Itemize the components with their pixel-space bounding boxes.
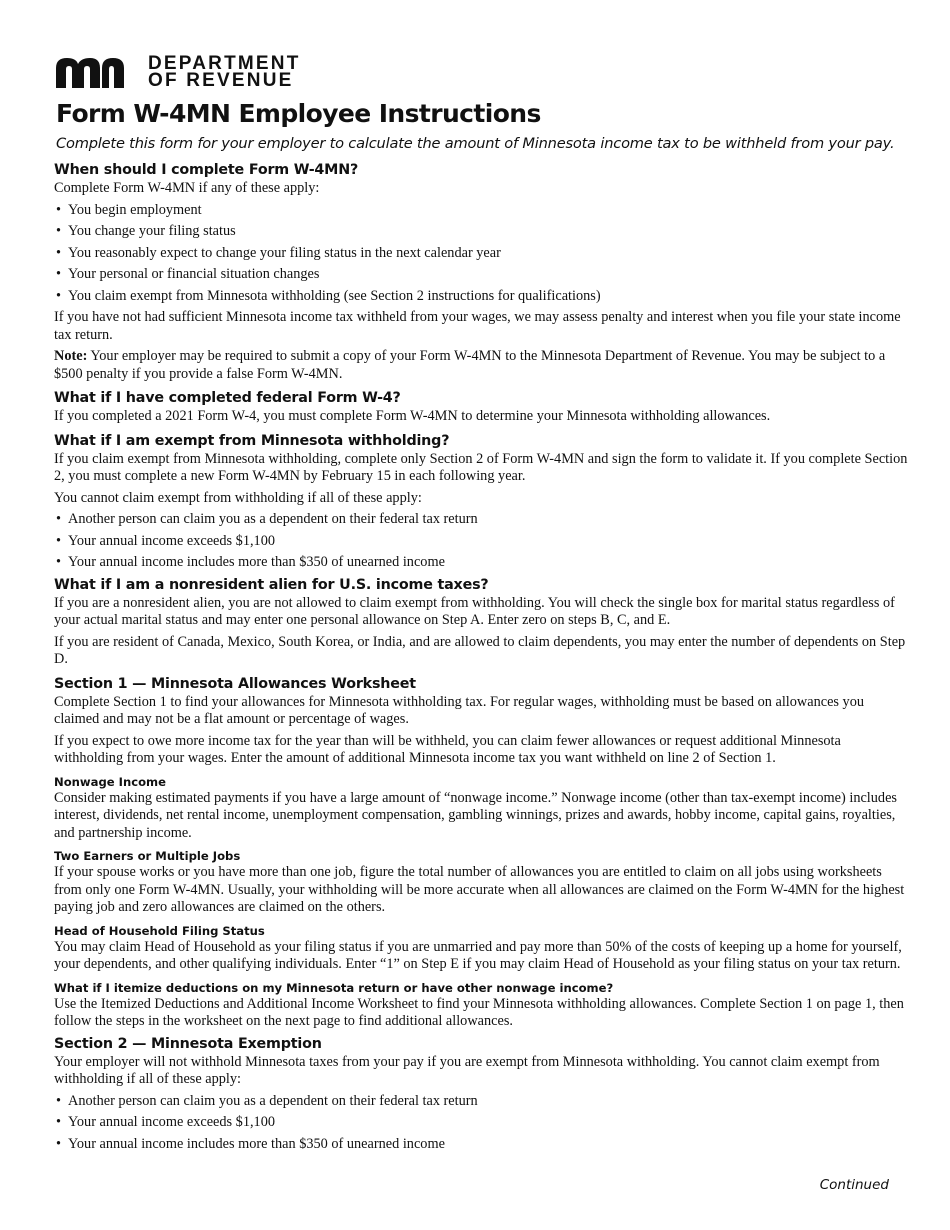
logo-line-1: DEPARTMENT (148, 53, 301, 74)
exempt-paragraph-2: You cannot claim exempt from withholding if all of these apply: (54, 489, 422, 506)
list-item: • You change your filing status (54, 223, 910, 241)
nonwage-heading: Nonwage Income (54, 774, 167, 789)
when-paragraph: If you have not had sufficient Minnesota income tax withheld from your wages, we may assess penalty and interest when you file your state income tax return. (54, 309, 901, 343)
page-title: Form W-4MN Employee Instructions (56, 99, 541, 128)
federal-paragraph: If you completed a 2021 Form W-4, you must complete Form W-4MN to determine your Minnesota withholding allowances. (54, 408, 771, 424)
exempt-heading: What if I am exempt from Minnesota withholding? (54, 432, 450, 449)
when-heading: When should I complete Form W-4MN? (54, 162, 359, 178)
nonresident-heading: What if I am a nonresident alien for U.S. income taxes? (54, 576, 489, 593)
list-item: • Another person can claim you as a dependent on their federal tax return (54, 1093, 910, 1111)
list-item: • You claim exempt from Minnesota withholding (see Section 2 instructions for qualifications) (54, 288, 910, 306)
list-item: • You reasonably expect to change your filing status in the next calendar year (54, 245, 910, 263)
page-subtitle: Complete this form for your employer to calculate the amount of Minnesota income tax to be withheld from your pay. (56, 135, 895, 152)
section1-paragraph-1: Complete Section 1 to find your allowances for Minnesota withholding tax. For regular wages, withholding must be based on allowances you claimed and may not be a flat amount or percentage of wages. (54, 693, 865, 727)
nonresident-paragraph-2: If you are resident of Canada, Mexico, South Korea, or India, and are allowed to claim dependents, you may enter the number of dependents on Step D. (54, 633, 906, 667)
list-item: • Your annual income exceeds $1,100 (54, 533, 910, 551)
list-item: • Another person can claim you as a dependent on their federal tax return (54, 511, 910, 529)
list-item: • Your annual income exceeds $1,100 (54, 1114, 910, 1132)
when-intro: Complete Form W-4MN if any of these apply: (54, 180, 320, 196)
list-item: • Your annual income includes more than $350 of unearned income (54, 554, 910, 572)
nonresident-paragraph-1: If you are a nonresident alien, you are not allowed to claim exempt from withholding. You will check the single box for marital status regardless of your actual marital status and may enter one personal allowance on Step A. Enter zero on steps B, C, and E. (54, 594, 895, 628)
mn-logo-icon (54, 56, 134, 88)
itemize-paragraph: Use the Itemized Deductions and Additional Income Worksheet to find your Minnesota withholding allowances. Complete Section 1 on page 1, then follow the steps in the worksheet on the next page to find additional allowances. (54, 995, 904, 1029)
note-text: Your employer may be required to submit a copy of your Form W-4MN to the Minnesota Department of Revenue. You may be subject to a $500 penalty if you provide a false Form W-4MN. (54, 348, 886, 382)
list-item: • You begin employment (54, 202, 910, 220)
two-earners-heading: Two Earners or Multiple Jobs (54, 849, 241, 863)
head-of-household-heading: Head of Household Filing Status (54, 923, 265, 938)
section2-heading: Section 2 — Minnesota Exemption (54, 1035, 322, 1052)
when-list (54, 202, 910, 306)
section2-paragraph: Your employer will not withhold Minnesota taxes from your pay if you are exempt from Minnesota withholding. You cannot claim exempt from withholding if all of these apply: (54, 1053, 880, 1087)
nonwage-paragraph: Consider making estimated payments if you have a large amount of “nonwage income.” Nonwage income (other than tax-exempt income) includes interest, dividends, net rental income, unemployment compensation, gambling winnings, prizes and awards, hobby income, capital gains, royalties, and partnership income. (54, 789, 897, 841)
two-earners-paragraph: If your spouse works or you have more than one job, figure the total number of allowances you are entitled to claim on all jobs using worksheets from only one Form W-4MN. Usually, your withholding will be more accurate when all allowances are claimed on the Form W-4MN for the highest paying job and zero allowances are claimed on the others. (54, 864, 905, 915)
continued-label: Continued (819, 1177, 889, 1193)
head-of-household-paragraph: You may claim Head of Household as your filing status if you are unmarried and pay more than 50% of the costs of keeping up a home for yourself, your dependents, and other qualifying individuals. Enter “1” on Step E if you may claim Head of Household as your filing status on your tax return. (54, 938, 902, 972)
itemize-heading: What if I itemize deductions on my Minnesota return or have other nonwage income? (54, 980, 614, 995)
logo-text (148, 55, 301, 89)
note-label: Note: (54, 348, 88, 364)
department-logo (54, 54, 301, 90)
list-item: • Your annual income includes more than $350 of unearned income (54, 1136, 910, 1154)
exempt-list (54, 511, 910, 572)
logo-line-2: OF REVENUE (148, 70, 294, 91)
section2-list (54, 1093, 910, 1154)
section1-paragraph-2: If you expect to owe more income tax for the year than will be withheld, you can claim fewer allowances or request additional Minnesota withholding from your wages. Enter the amount of additional Minnesota income tax you want withheld on line 2 of Section 1. (54, 732, 841, 766)
instructions-content (54, 161, 910, 1153)
section1-heading: Section 1 — Minnesota Allowances Worksheet (54, 675, 416, 692)
list-item: • Your personal or financial situation changes (54, 266, 910, 284)
federal-heading: What if I have completed federal Form W-4? (54, 390, 401, 406)
exempt-paragraph-1: If you claim exempt from Minnesota withholding, complete only Section 2 of Form W-4MN and sign the form to validate it. If you complete Section 2, you must complete a new Form W-4MN by February 15 in each following year. (54, 450, 908, 484)
note-paragraph (54, 348, 910, 383)
